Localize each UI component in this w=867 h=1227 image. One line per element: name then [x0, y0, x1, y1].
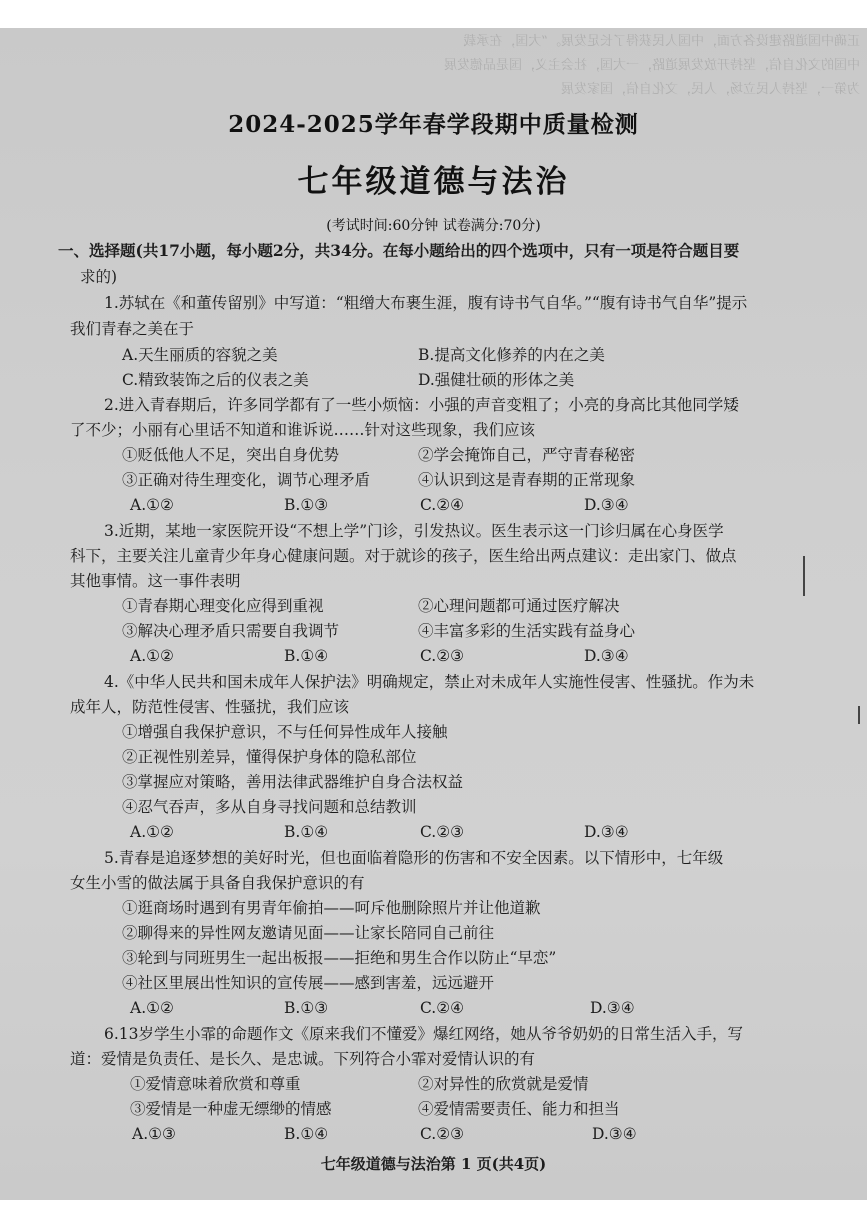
option-c: C.②③ [420, 1125, 465, 1143]
exam-title: 2024-2025学年春学段期中质量检测 [228, 111, 639, 138]
exam-paper [0, 28, 867, 1200]
statement-1: ①爱情意味着欣赏和尊重 [130, 1075, 301, 1093]
statement-4: ④爱情需要责任、能力和担当 [418, 1100, 620, 1118]
question-stem: 其他事情。这一事件表明 [70, 572, 241, 590]
option-c: C.②④ [420, 999, 465, 1017]
option-b: B.①④ [284, 1125, 329, 1143]
question-stem: 3.近期，某地一家医院开设“不想上学”门诊，引发热议。医生表示这一门诊归属在心身医学 [104, 522, 724, 540]
option-a: A.①② [130, 999, 174, 1017]
question-stem: 1.苏轼在《和董传留别》中写道：“粗缯大布裹生涯，腹有诗书气自华。”“腹有诗书气自华”提示 [104, 294, 748, 312]
option-c: C.②③ [420, 823, 465, 841]
statement-4: ④社区里展出性知识的宣传展——感到害羞，远远避开 [122, 974, 495, 992]
statement-3: ③轮到与同班男生一起出板报——拒绝和男生合作以防止“早恋” [122, 949, 557, 967]
question-stem: 5.青春是追逐梦想的美好时光，但也面临着隐形的伤害和不安全因素。以下情形中，七年级 [104, 849, 724, 867]
statement-4: ④忍气吞声，多从自身寻找问题和总结教训 [122, 798, 417, 816]
option-b: B.①③ [284, 496, 329, 514]
statement-1: ①贬低他人不足，突出自身优势 [122, 446, 340, 464]
statement-1: ①增强自我保护意识，不与任何异性成年人接触 [122, 723, 448, 741]
statement-2: ②聊得来的异性网友邀请见面——让家长陪同自己前往 [122, 924, 495, 942]
statement-2: ②心理问题都可通过医疗解决 [418, 597, 620, 615]
option-d: D.③④ [592, 1125, 637, 1143]
option-c: C.②④ [420, 496, 465, 514]
pen-mark [803, 556, 805, 596]
option-d: D.③④ [584, 496, 629, 514]
question-stem: 2.进入青春期后，许多同学都有了一些小烦恼：小强的声音变粗了；小亮的身高比其他同学矮 [104, 396, 739, 414]
option-c: C.精致装饰之后的仪表之美 [122, 371, 309, 389]
question-stem: 科下，主要关注儿童青少年身心健康问题。对于就诊的孩子，医生给出两点建议：走出家门、做点 [70, 547, 737, 565]
option-b: B.①③ [284, 999, 329, 1017]
option-b: B.①④ [284, 647, 329, 665]
option-b: B.提高文化修养的内在之美 [418, 346, 605, 364]
statement-1: ①逛商场时遇到有男青年偷拍——呵斥他删除照片并让他道歉 [122, 899, 541, 917]
page-footer: 七年级道德与法治第 1 页(共4页) [320, 1155, 547, 1173]
statement-1: ①青春期心理变化应得到重视 [122, 597, 324, 615]
bleed-through-text [70, 30, 860, 102]
bleed-line: 正确中国道路建设各方面，中国人民获得了长足发展。“大国，在承载 [463, 34, 860, 49]
question-stem: 成年人，防范性侵害、性骚扰，我们应该 [70, 698, 350, 716]
option-a: A.天生丽质的容貌之美 [122, 346, 278, 364]
pen-mark [858, 706, 860, 724]
statement-3: ③解决心理矛盾只需要自我调节 [122, 622, 340, 640]
question-stem: 女生小雪的做法属于具备自我保护意识的有 [70, 874, 365, 892]
question-stem: 4.《中华人民共和国未成年人保护法》明确规定，禁止对未成年人实施性侵害、性骚扰。作为未 [104, 673, 755, 691]
option-a: A.①② [130, 496, 174, 514]
statement-3: ③正确对待生理变化，调节心理矛盾 [122, 471, 371, 489]
statement-2: ②学会掩饰自己，严守青春秘密 [418, 446, 636, 464]
statement-2: ②正视性别差异，懂得保护身体的隐私部位 [122, 748, 417, 766]
question-stem: 6.13岁学生小霏的命题作文《原来我们不懂爱》爆红网络，她从爷爷奶奶的日常生活入手，写 [104, 1025, 744, 1043]
option-c: C.②③ [420, 647, 465, 665]
option-d: D.③④ [590, 999, 635, 1017]
option-a: A.①② [130, 823, 174, 841]
statement-3: ③爱情是一种虚无缥缈的情感 [130, 1100, 332, 1118]
option-b: B.①④ [284, 823, 329, 841]
statement-4: ④认识到这是青春期的正常现象 [418, 471, 636, 489]
section-heading: 一、选择题(共17小题，每小题2分，共34分。在每小题给出的四个选项中，只有一项是符合题目要 [58, 241, 740, 260]
option-d: D.③④ [584, 823, 629, 841]
exam-info: (考试时间:60分钟 试卷满分:70分) [326, 218, 541, 234]
section-heading-cont: 求的) [80, 268, 118, 286]
statement-4: ④丰富多彩的生活实践有益身心 [418, 622, 636, 640]
subject-title: 七年级道德与法治 [297, 164, 570, 200]
question-stem: 了不少；小丽有心里话不知道和谁诉说……针对这些现象，我们应该 [70, 421, 536, 439]
question-stem: 道：爱情是负责任、是长久、是忠诚。下列符合小霏对爱情认识的有 [70, 1050, 536, 1068]
option-a: A.①② [130, 647, 174, 665]
bleed-line: 中国的文化自信，坚持开放发展道路，一大国，社会主义，国是品德发展 [443, 58, 860, 73]
statement-2: ②对异性的欣赏就是爱情 [418, 1075, 589, 1093]
statement-3: ③掌握应对策略，善用法律武器维护自身合法权益 [122, 773, 464, 791]
option-d: D.强健壮硕的形体之美 [418, 371, 575, 389]
bleed-line: 为第一，坚持人民立场，人民，文化自信，国家发展 [560, 82, 860, 97]
option-d: D.③④ [584, 647, 629, 665]
option-a: A.①③ [132, 1125, 176, 1143]
question-stem: 我们青春之美在于 [70, 320, 195, 338]
